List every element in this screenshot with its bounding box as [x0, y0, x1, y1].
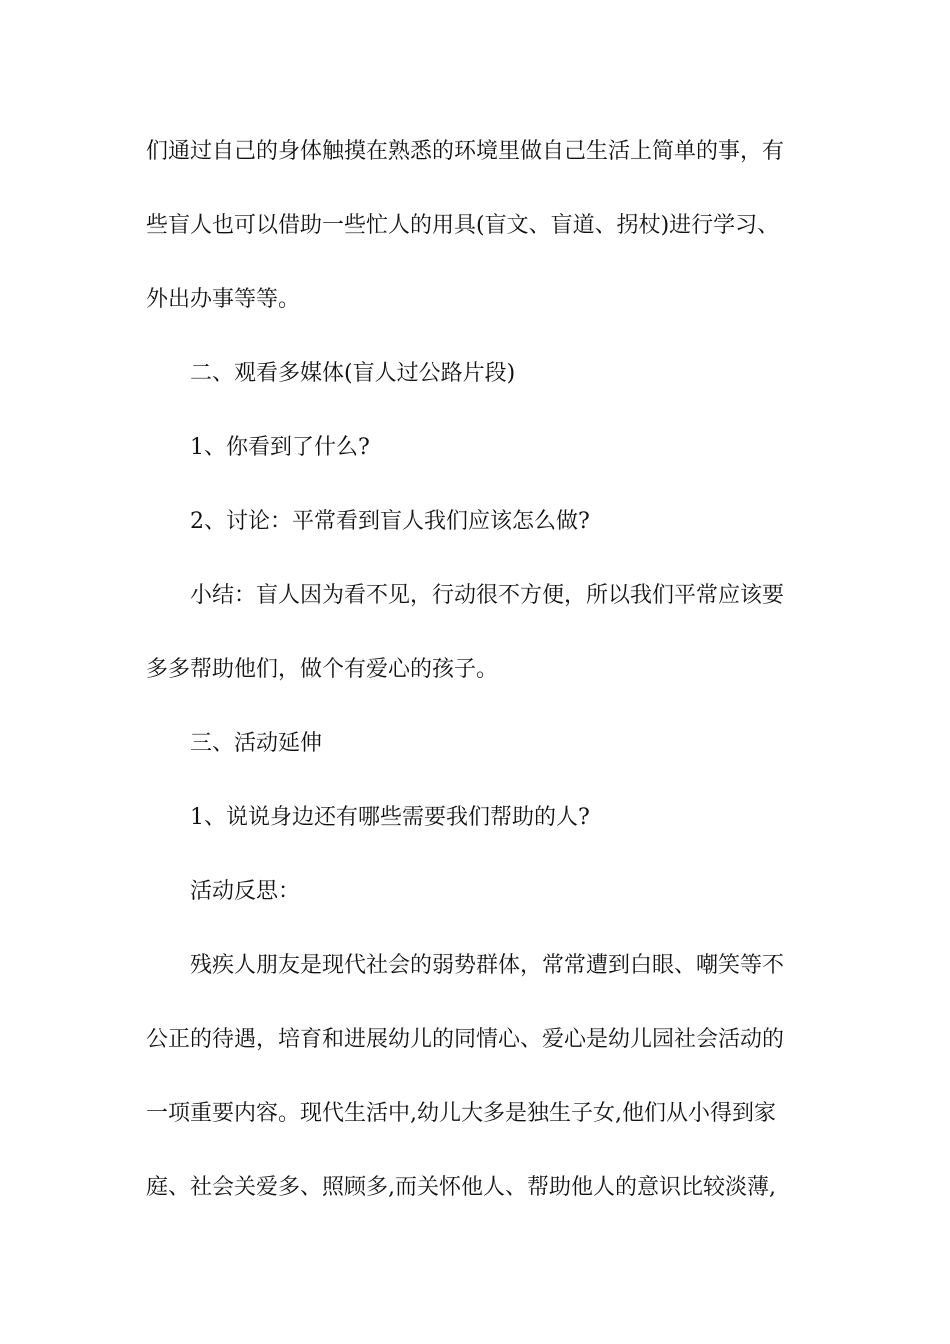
list-item: 2、讨论：平常看到盲人我们应该怎么做? — [190, 509, 590, 534]
paragraph-line: 公正的待遇，培育和进展幼儿的同情心、爱心是幼儿园社会活动的 — [146, 1027, 785, 1052]
summary-line: 小结：盲人因为看不见，行动很不方便，所以我们平常应该要 — [190, 583, 785, 608]
list-item: 1、你看到了什么? — [190, 435, 370, 460]
paragraph-line: 一项重要内容。现代生活中,幼儿大多是独生子女,他们从小得到家 — [146, 1101, 776, 1126]
section-heading: 活动反思： — [190, 879, 301, 904]
paragraph-line: 们通过自己的身体触摸在熟悉的环境里做自己生活上简单的事，有 — [146, 139, 785, 164]
paragraph-line: 外出办事等等。 — [146, 287, 301, 312]
paragraph-line: 庭、社会关爱多、照顾多,而关怀他人、帮助他人的意识比较淡薄, — [146, 1175, 776, 1200]
paragraph-line: 些盲人也可以借助一些忙人的用具(盲文、盲道、拐杖)进行学习、 — [146, 213, 780, 238]
list-item: 1、说说身边还有哪些需要我们帮助的人? — [190, 805, 590, 830]
paragraph-line: 残疾人朋友是现代社会的弱势群体，常常遭到白眼、嘲笑等不 — [190, 953, 785, 978]
section-heading: 三、活动延伸 — [190, 731, 323, 756]
paragraph-line: 多多帮助他们，做个有爱心的孩子。 — [146, 657, 499, 682]
section-heading: 二、观看多媒体(盲人过公路片段) — [190, 361, 516, 386]
